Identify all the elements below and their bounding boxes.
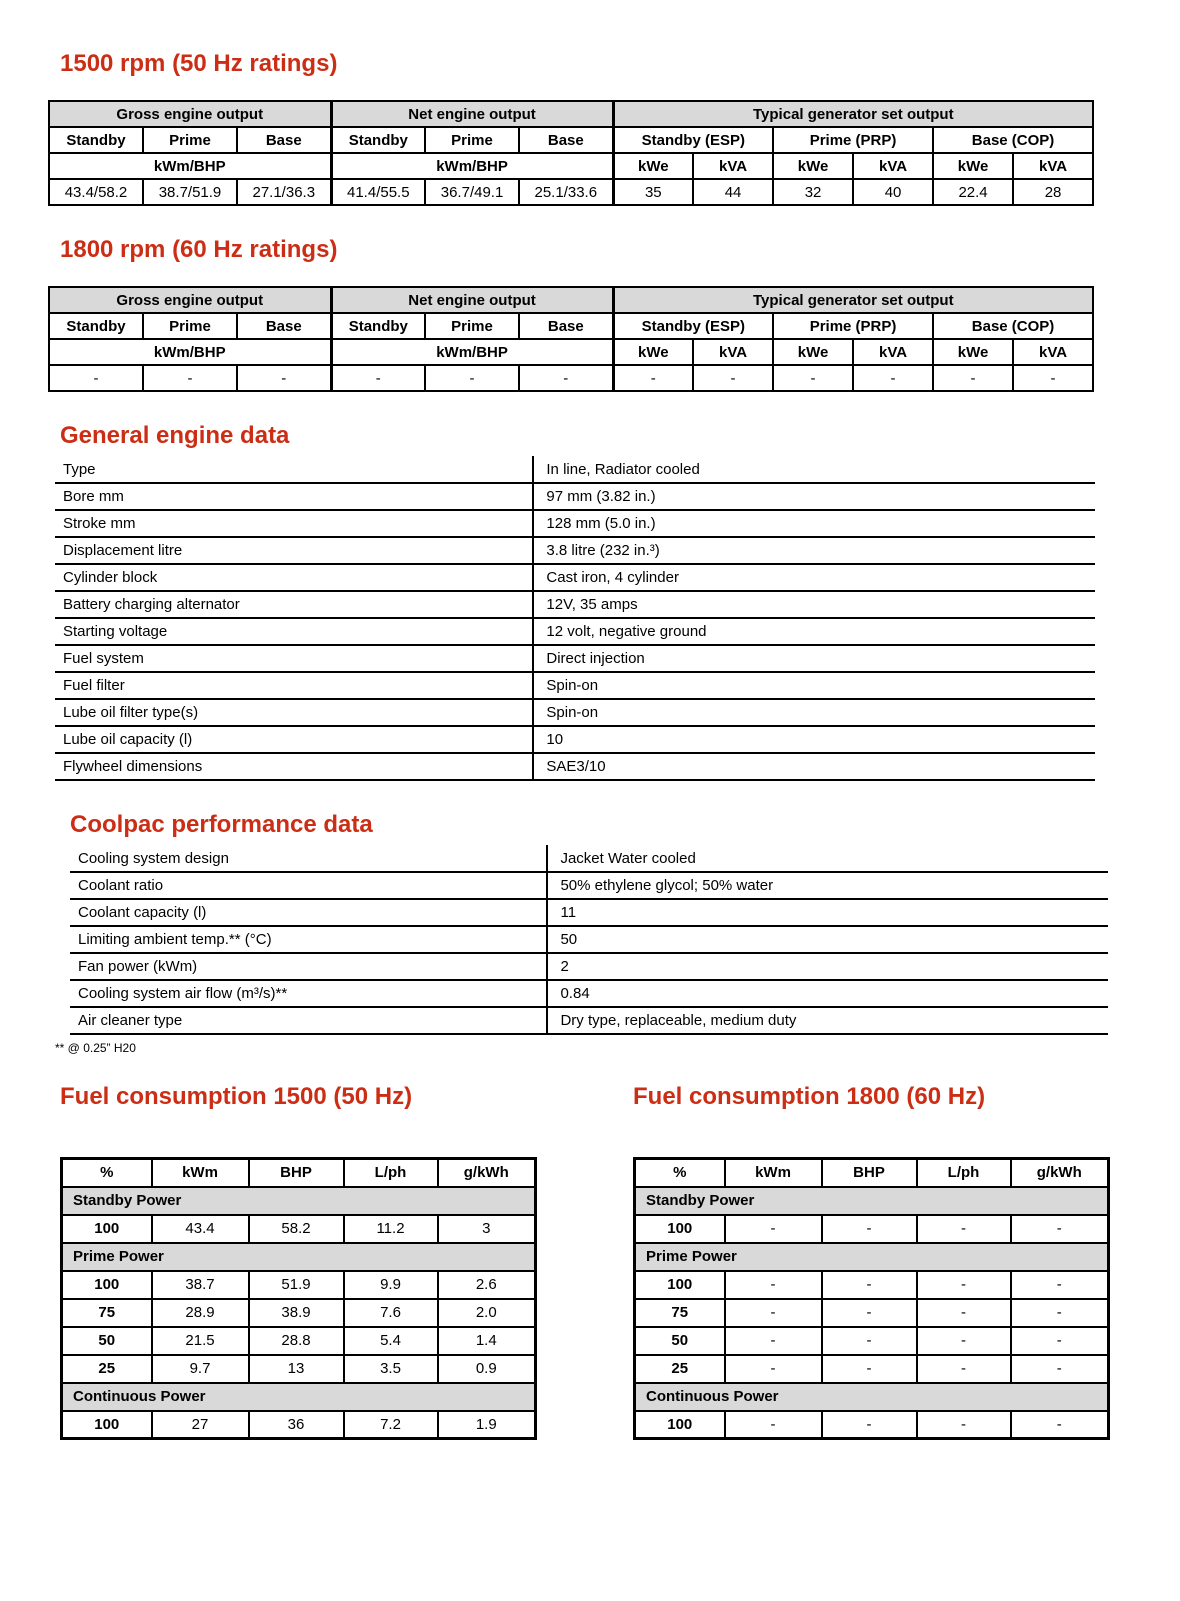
value-cell: - [773,365,853,391]
spec-label: Air cleaner type [70,1007,547,1034]
unit-cell: kVA [693,153,773,179]
heading-coolpac-performance-data: Coolpac performance data [70,811,373,838]
column-header-cell: kWm [725,1159,822,1187]
ratings-table-1800 [48,286,1094,392]
group-header-cell: Typical generator set output [613,287,1093,313]
spec-label: Flywheel dimensions [55,753,533,780]
sub-header-cell: Standby [331,127,425,153]
table-row [62,1271,536,1299]
group-header-cell: Gross engine output [49,287,331,313]
value-cell: - [143,365,237,391]
column-header-cell: % [635,1159,725,1187]
unit-cell: kVA [1013,339,1093,365]
spec-label: Lube oil capacity (l) [55,726,533,753]
value-cell: 27 [152,1411,249,1439]
value-cell: 40 [853,179,933,205]
spec-value: In line, Radiator cooled [533,456,1095,483]
section-header-cell: Prime Power [635,1243,1109,1271]
spec-value: Cast iron, 4 cylinder [533,564,1095,591]
sub-header-cell: Prime [143,127,237,153]
table-row [55,618,1095,645]
sub-header-cell: Standby [331,313,425,339]
value-cell: 9.9 [344,1271,438,1299]
spec-value: 50 [547,926,1108,953]
table-row [635,1411,1109,1439]
table-row [635,1271,1109,1299]
value-cell: - [725,1411,822,1439]
fuel-consumption-table-1500 [60,1157,537,1440]
value-cell: - [725,1271,822,1299]
value-cell: 28.9 [152,1299,249,1327]
section-header-cell: Continuous Power [635,1383,1109,1411]
spec-value: 50% ethylene glycol; 50% water [547,872,1108,899]
sub-header-cell: Standby [49,127,143,153]
column-header-cell: g/kWh [1011,1159,1109,1187]
coolpac-performance-table [70,845,1108,1035]
table-row [62,1411,536,1439]
sub-header-cell: Base [237,127,331,153]
spec-label: Type [55,456,533,483]
table-row [55,510,1095,537]
value-cell: 51.9 [249,1271,344,1299]
table-row [70,845,1108,872]
value-cell: - [1011,1411,1109,1439]
value-cell: 2.6 [438,1271,536,1299]
heading-1500-rpm-ratings: 1500 rpm (50 Hz ratings) [60,50,338,77]
value-cell: - [1013,365,1093,391]
value-cell: - [917,1215,1011,1243]
sub-header-cell: Standby (ESP) [613,127,773,153]
table-row [55,564,1095,591]
table-row [55,456,1095,483]
value-cell: 58.2 [249,1215,344,1243]
spec-label: Bore mm [55,483,533,510]
value-cell: - [237,365,331,391]
sub-header-cell: Prime [425,127,519,153]
table-row [55,699,1095,726]
spec-value: 3.8 litre (232 in.³) [533,537,1095,564]
value-cell: 38.7 [152,1271,249,1299]
table-row [635,1243,1109,1271]
sub-header-cell: Standby [49,313,143,339]
table-row [49,179,1093,205]
value-cell: 41.4/55.5 [331,179,425,205]
value-cell: 21.5 [152,1327,249,1355]
value-cell: 43.4 [152,1215,249,1243]
table-row [55,591,1095,618]
spec-value: 10 [533,726,1095,753]
group-header-cell: Net engine output [331,287,613,313]
column-header-cell: kWm [152,1159,249,1187]
value-cell: - [822,1355,917,1383]
load-percent-cell: 100 [635,1411,725,1439]
load-percent-cell: 25 [635,1355,725,1383]
value-cell: - [519,365,613,391]
value-cell: 1.4 [438,1327,536,1355]
spec-value: SAE3/10 [533,753,1095,780]
sub-header-cell: Prime (PRP) [773,127,933,153]
load-percent-cell: 50 [635,1327,725,1355]
spec-value: 2 [547,953,1108,980]
value-cell: 5.4 [344,1327,438,1355]
value-cell: - [725,1215,822,1243]
spec-label: Coolant capacity (l) [70,899,547,926]
table-row [635,1159,1109,1187]
spec-label: Displacement litre [55,537,533,564]
load-percent-cell: 75 [635,1299,725,1327]
value-cell: 27.1/36.3 [237,179,331,205]
spec-label: Stroke mm [55,510,533,537]
table-row [62,1383,536,1411]
value-cell: - [917,1271,1011,1299]
load-percent-cell: 100 [62,1271,152,1299]
load-percent-cell: 75 [62,1299,152,1327]
sub-header-cell: Standby (ESP) [613,313,773,339]
table-row [70,953,1108,980]
value-cell: - [917,1299,1011,1327]
table-row [62,1299,536,1327]
fuel-consumption-table-1800 [633,1157,1110,1440]
value-cell: - [725,1299,822,1327]
value-cell: - [1011,1271,1109,1299]
value-cell: - [853,365,933,391]
value-cell: 13 [249,1355,344,1383]
spec-value: Spin-on [533,699,1095,726]
table-row [635,1383,1109,1411]
unit-cell: kVA [1013,153,1093,179]
spec-value: 0.84 [547,980,1108,1007]
group-header-cell: Typical generator set output [613,101,1093,127]
value-cell: - [917,1411,1011,1439]
value-cell: - [725,1327,822,1355]
value-cell: - [613,365,693,391]
spec-label: Fuel filter [55,672,533,699]
table-row [70,926,1108,953]
value-cell: - [822,1215,917,1243]
value-cell: 35 [613,179,693,205]
spec-label: Battery charging alternator [55,591,533,618]
heading-fuel-consumption-1800: Fuel consumption 1800 (60 Hz) [633,1083,986,1110]
value-cell: - [917,1327,1011,1355]
value-cell: 25.1/33.6 [519,179,613,205]
table-row [70,899,1108,926]
group-header-cell: Net engine output [331,101,613,127]
section-header-cell: Standby Power [635,1187,1109,1215]
sub-header-cell: Base (COP) [933,313,1093,339]
value-cell: 0.9 [438,1355,536,1383]
value-cell: 36 [249,1411,344,1439]
value-cell: - [933,365,1013,391]
heading-fuel-consumption-1500: Fuel consumption 1500 (50 Hz) [60,1083,413,1110]
general-engine-data-table [55,456,1095,781]
value-cell: - [1011,1327,1109,1355]
table-row [49,127,1093,153]
fuel-consumption-1800-block [633,1083,1109,1440]
section-header-cell: Standby Power [62,1187,536,1215]
table-row [55,726,1095,753]
value-cell: 9.7 [152,1355,249,1383]
table-row [70,872,1108,899]
table-row [635,1327,1109,1355]
table-row [635,1187,1109,1215]
table-row [635,1355,1109,1383]
table-row [70,1007,1108,1034]
unit-cell: kWe [773,153,853,179]
sub-header-cell: Base [237,313,331,339]
value-cell: - [822,1299,917,1327]
table-row [49,153,1093,179]
table-row [49,287,1093,313]
table-row [49,313,1093,339]
table-row [55,645,1095,672]
value-cell: - [822,1411,917,1439]
fuel-consumption-section [0,1083,1180,1440]
value-cell: 38.9 [249,1299,344,1327]
value-cell: 3 [438,1215,536,1243]
value-cell: 22.4 [933,179,1013,205]
table-row [62,1187,536,1215]
load-percent-cell: 25 [62,1355,152,1383]
section-header-cell: Prime Power [62,1243,536,1271]
unit-cell: kVA [693,339,773,365]
value-cell: - [725,1355,822,1383]
spec-value: 97 mm (3.82 in.) [533,483,1095,510]
column-header-cell: g/kWh [438,1159,536,1187]
spec-label: Limiting ambient temp.** (°C) [70,926,547,953]
spec-label: Fuel system [55,645,533,672]
column-header-cell: L/ph [917,1159,1011,1187]
spec-value: 12 volt, negative ground [533,618,1095,645]
spec-value: Direct injection [533,645,1095,672]
load-percent-cell: 100 [62,1215,152,1243]
unit-cell: kWm/BHP [331,153,613,179]
value-cell: 11.2 [344,1215,438,1243]
sub-header-cell: Prime [143,313,237,339]
value-cell: - [1011,1215,1109,1243]
column-header-cell: BHP [249,1159,344,1187]
table-row [635,1299,1109,1327]
unit-cell: kWm/BHP [49,153,331,179]
footnote: ** @ 0.25” H20 [55,1041,136,1055]
value-cell: 1.9 [438,1411,536,1439]
unit-cell: kVA [853,153,933,179]
table-row [49,365,1093,391]
spec-label: Fan power (kWm) [70,953,547,980]
unit-cell: kWe [773,339,853,365]
group-header-cell: Gross engine output [49,101,331,127]
value-cell: - [822,1327,917,1355]
value-cell: - [1011,1355,1109,1383]
table-row [49,101,1093,127]
spec-value: Spin-on [533,672,1095,699]
value-cell: - [331,365,425,391]
value-cell: - [693,365,773,391]
value-cell: - [822,1271,917,1299]
sub-header-cell: Prime (PRP) [773,313,933,339]
table-row [70,980,1108,1007]
table-row [62,1215,536,1243]
table-row [55,537,1095,564]
value-cell: 3.5 [344,1355,438,1383]
unit-cell: kWm/BHP [49,339,331,365]
spec-value: 12V, 35 amps [533,591,1095,618]
spec-label: Coolant ratio [70,872,547,899]
table-row [62,1355,536,1383]
section-header-cell: Continuous Power [62,1383,536,1411]
table-row [62,1159,536,1187]
spec-label: Cylinder block [55,564,533,591]
table-row [55,483,1095,510]
sub-header-cell: Base [519,313,613,339]
value-cell: - [1011,1299,1109,1327]
table-row [62,1243,536,1271]
table-row [55,753,1095,780]
value-cell: 38.7/51.9 [143,179,237,205]
unit-cell: kWe [933,339,1013,365]
value-cell: 43.4/58.2 [49,179,143,205]
value-cell: 44 [693,179,773,205]
unit-cell: kWm/BHP [331,339,613,365]
value-cell: - [49,365,143,391]
load-percent-cell: 50 [62,1327,152,1355]
value-cell: 7.6 [344,1299,438,1327]
spec-value: Dry type, replaceable, medium duty [547,1007,1108,1034]
value-cell: 28.8 [249,1327,344,1355]
table-row [62,1327,536,1355]
value-cell: 7.2 [344,1411,438,1439]
column-header-cell: BHP [822,1159,917,1187]
value-cell: 36.7/49.1 [425,179,519,205]
heading-general-engine-data: General engine data [60,422,290,449]
spec-label: Lube oil filter type(s) [55,699,533,726]
column-header-cell: L/ph [344,1159,438,1187]
table-row [55,672,1095,699]
table-row [49,339,1093,365]
unit-cell: kWe [933,153,1013,179]
spec-label: Starting voltage [55,618,533,645]
spec-label: Cooling system air flow (m³/s)** [70,980,547,1007]
ratings-table-1500 [48,100,1094,206]
unit-cell: kWe [613,153,693,179]
heading-1800-rpm-ratings: 1800 rpm (60 Hz ratings) [60,236,338,263]
load-percent-cell: 100 [62,1411,152,1439]
unit-cell: kWe [613,339,693,365]
sub-header-cell: Base [519,127,613,153]
spec-value: 11 [547,899,1108,926]
value-cell: 32 [773,179,853,205]
value-cell: 28 [1013,179,1093,205]
column-header-cell: % [62,1159,152,1187]
load-percent-cell: 100 [635,1215,725,1243]
value-cell: - [917,1355,1011,1383]
value-cell: 2.0 [438,1299,536,1327]
unit-cell: kVA [853,339,933,365]
value-cell: - [425,365,519,391]
table-row [635,1215,1109,1243]
sub-header-cell: Base (COP) [933,127,1093,153]
spec-value: 128 mm (5.0 in.) [533,510,1095,537]
spec-value: Jacket Water cooled [547,845,1108,872]
sub-header-cell: Prime [425,313,519,339]
fuel-consumption-1500-block [60,1083,536,1440]
load-percent-cell: 100 [635,1271,725,1299]
spec-label: Cooling system design [70,845,547,872]
